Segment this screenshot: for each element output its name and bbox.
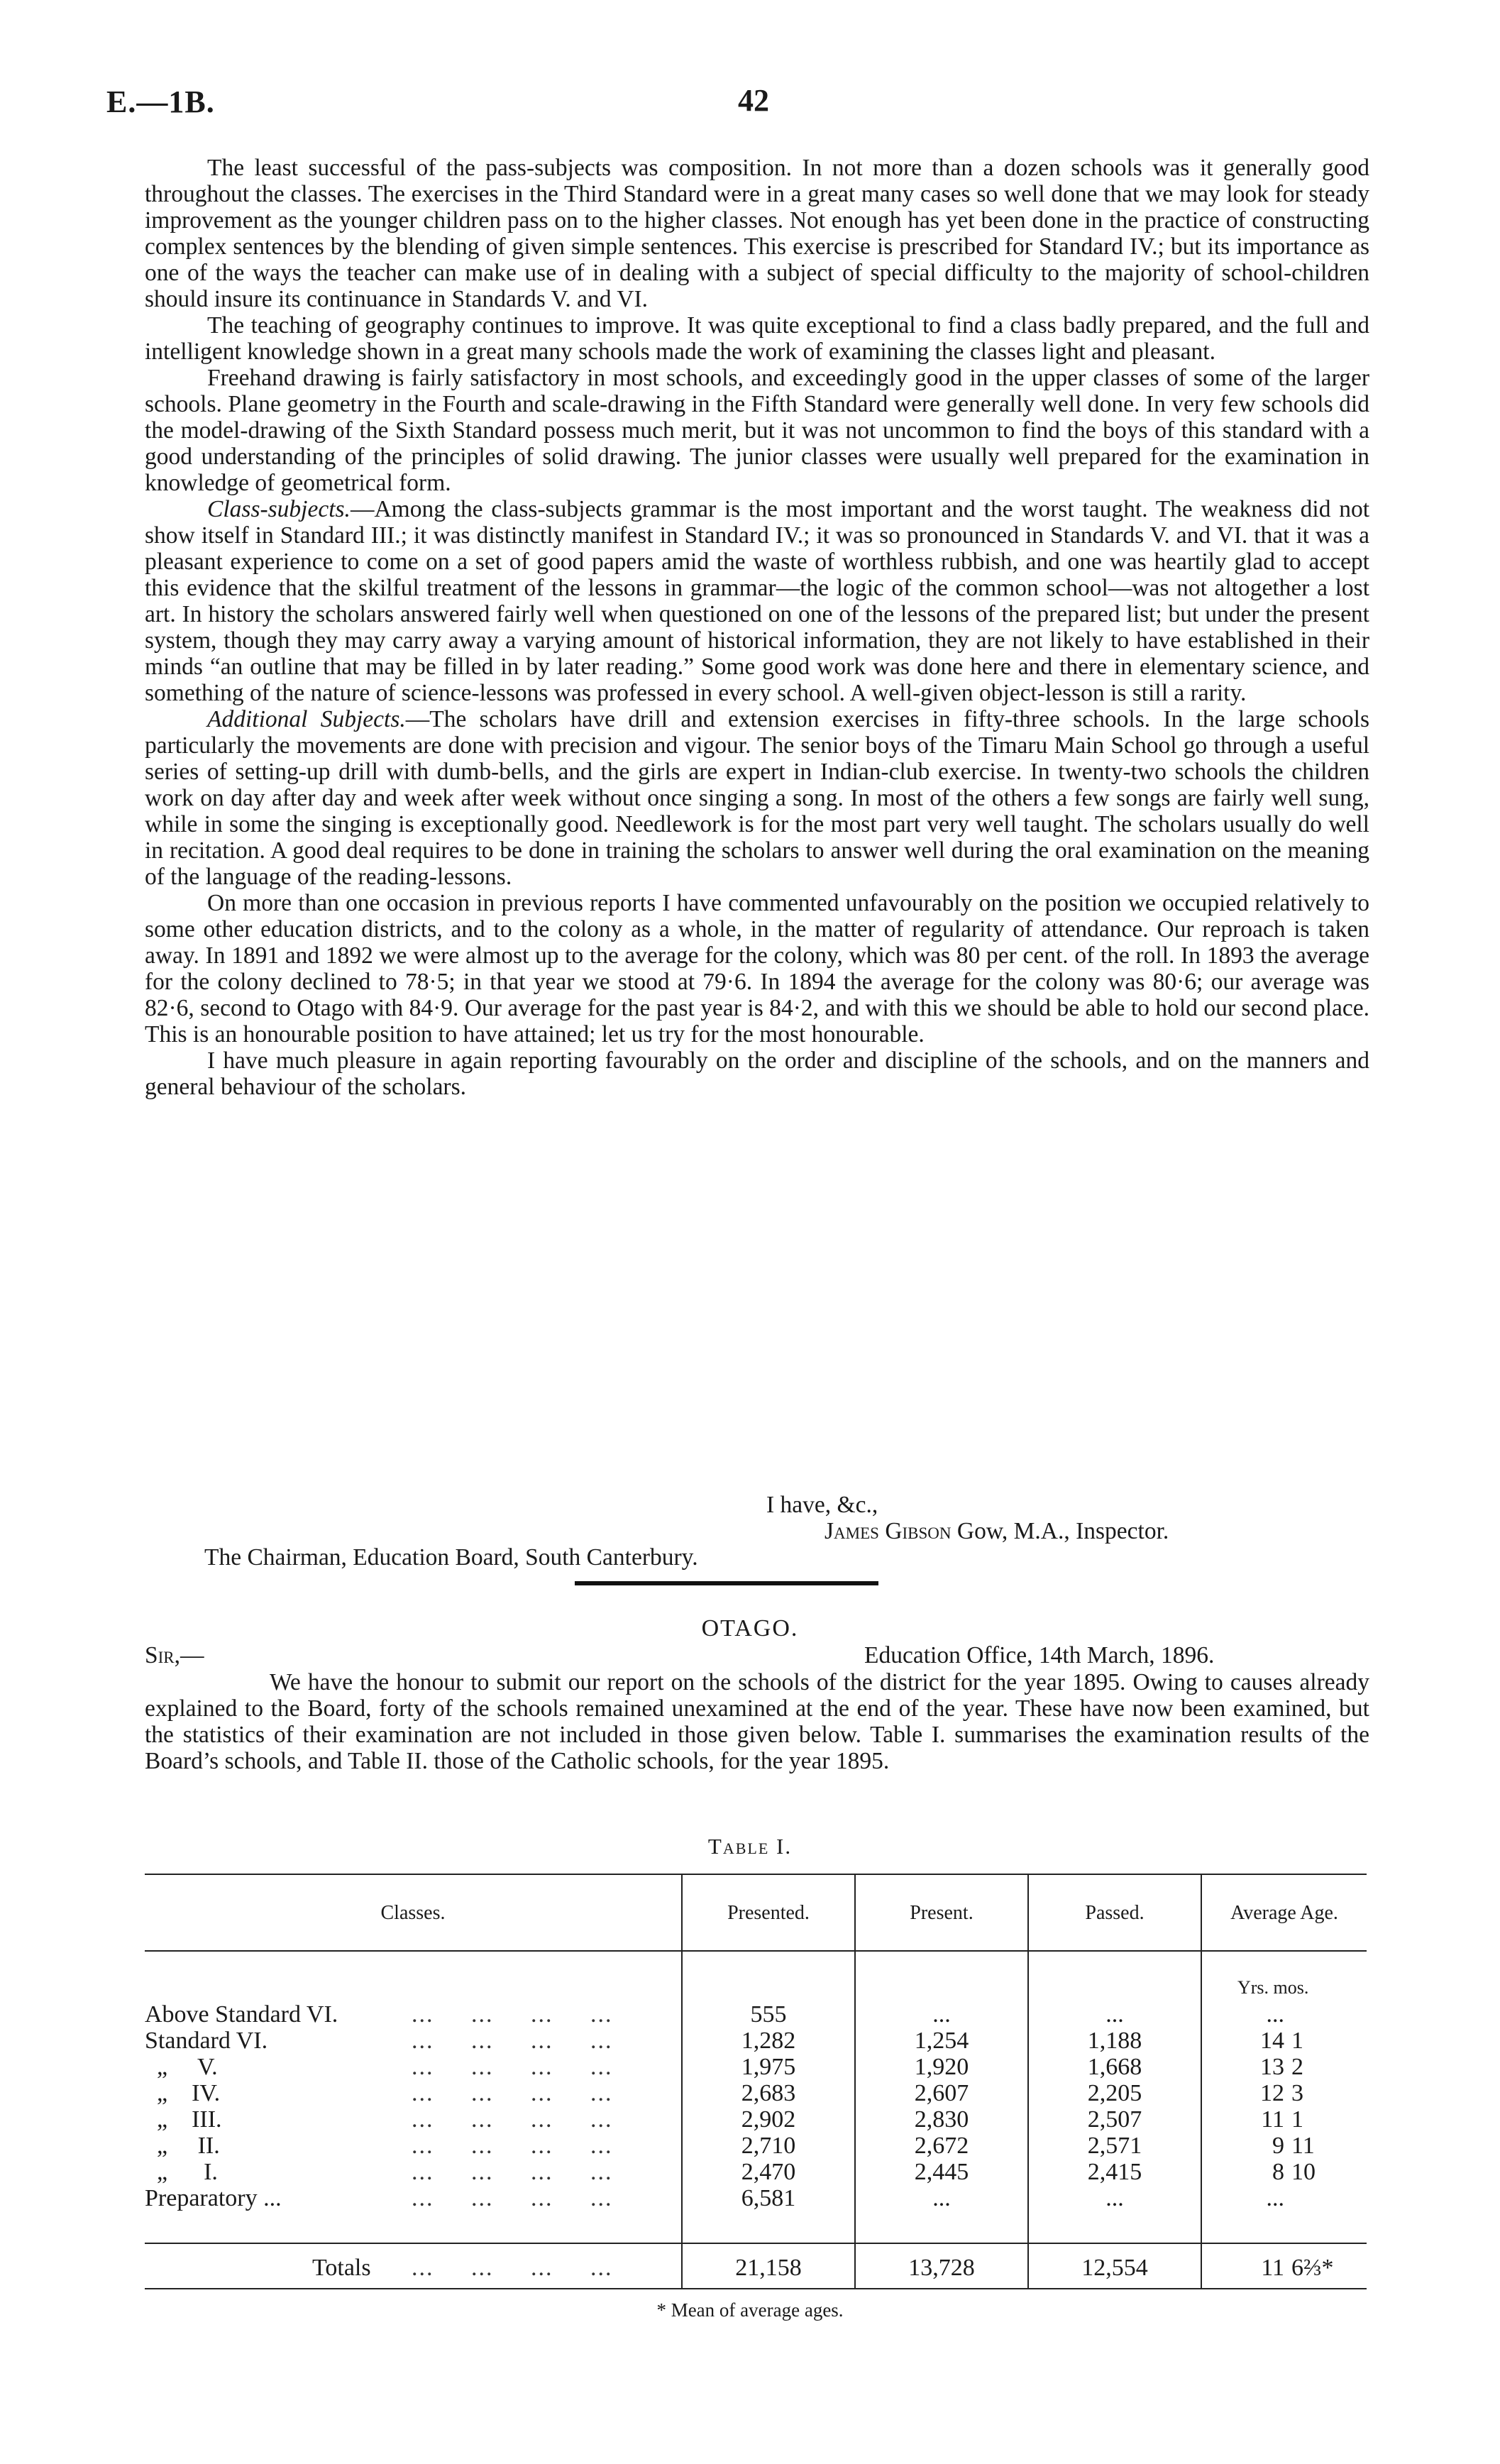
- paragraph-discipline: I have much pleasure in again reporting favourably on the order and discipline of the schools, and on the manners and general behaviour of the scholars.: [145, 1047, 1369, 1100]
- cell-passed: ...: [1105, 2185, 1124, 2211]
- cell-present: 1,254: [914, 2028, 969, 2054]
- cell-presented: 2,902: [741, 2106, 796, 2133]
- cell-years: ...: [1266, 2185, 1284, 2211]
- cell-present: ...: [932, 2185, 951, 2211]
- table-header-rule: [145, 1950, 1367, 1952]
- additional-subjects-heading: Additional Subjects.: [207, 706, 406, 732]
- header-present: Present.: [910, 1902, 974, 1924]
- cell-years: 11: [1261, 2255, 1284, 2281]
- paragraph-additional-subjects: [145, 706, 1369, 890]
- header-presented: Presented.: [727, 1902, 810, 1924]
- class-subjects-heading: Class-subjects.: [207, 496, 351, 522]
- cell-presented: 1,975: [741, 2054, 796, 2080]
- header-classes: Classes.: [380, 1902, 446, 1924]
- paragraph-composition: The least successful of the pass-subjects was composition. In not more than a dozen schools was it generally good throughout the classes. The exercises in the Third Standard were in a great many cases so well done that we may look for steady improvement as the younger children pass on to the higher classes. Not enough has yet been done in the practice of constructing complex sentences by the blending of given simple sentences. This exercise is prescribed for Standard IV.; but its importance as one of the ways the teacher can make use of in dealing with a subject of special difficulty to the majority of school-children should insure its continuance in Standards V. and VI.: [145, 155, 1369, 312]
- signatory-name: James Gibson: [825, 1518, 952, 1544]
- addressee: The Chairman, Education Board, South Canterbury.: [204, 1544, 698, 1571]
- cell-months: 10: [1291, 2159, 1316, 2185]
- paragraph-class-subjects: [145, 496, 1369, 706]
- report-south-canterbury: [145, 155, 1369, 1100]
- table-row: [145, 2133, 1367, 2158]
- signatory-title: Gow, M.A., Inspector.: [951, 1518, 1169, 1544]
- place-date: Education Office, 14th March, 1896.: [864, 1642, 1215, 1668]
- cell-passed: ...: [1105, 2001, 1124, 2028]
- cell-years: ...: [1266, 2001, 1284, 2028]
- additional-subjects-text: —The scholars have drill and extension exercises in fifty-three schools. In the large schools particularly the movements are done with precision and vigour. The senior boys of the Timaru Main School go through a useful series of setting-up drill with dumb-bells, and the girls are expert in Indian-club exercise. In twenty-two schools the children work on day after day and week after week without once singing a song. In most of the others a few songs are fairly well sung, while in some the singing is exceptionally good. Needlework is for the most part very well taught. The scholars usually do well in recitation. A good deal requires to be done in training the scholars to answer well during the oral examination on the meaning of the language of the reading-lessons.: [145, 706, 1369, 890]
- table-row: [145, 2080, 1367, 2106]
- cell-present: 1,920: [914, 2054, 969, 2080]
- cell-presented: 21,158: [735, 2255, 802, 2281]
- table-totals-rule: [145, 2243, 1367, 2244]
- cell-presented: 2,683: [741, 2080, 796, 2106]
- page-number: 42: [738, 83, 769, 118]
- cell-present: 2,830: [914, 2106, 969, 2133]
- cell-present: 2,445: [914, 2159, 969, 2185]
- table-bottom-rule: [145, 2288, 1367, 2289]
- leader-dots: ... ... ... ...: [412, 2133, 613, 2159]
- table-examination-results: [145, 1874, 1367, 2289]
- leader-dots: ... ... ... ...: [412, 2106, 613, 2133]
- cell-present: ...: [932, 2001, 951, 2028]
- cell-months: 2: [1291, 2054, 1303, 2080]
- cell-years: 14: [1260, 2028, 1284, 2054]
- row-label: „ III.: [145, 2106, 222, 2133]
- header-passed: Passed.: [1085, 1902, 1145, 1924]
- cell-years: 9: [1272, 2133, 1284, 2159]
- row-label: Above Standard VI.: [145, 2001, 338, 2028]
- cell-months: 1: [1291, 2106, 1303, 2133]
- table-row: [145, 2001, 1367, 2027]
- row-label: „ I.: [145, 2159, 218, 2185]
- table-footnote: * Mean of average ages.: [656, 2299, 844, 2321]
- totals-row: [145, 2255, 1367, 2280]
- table-row: [145, 2054, 1367, 2079]
- age-units: Yrs. mos.: [1237, 1977, 1309, 1998]
- cell-years: 8: [1272, 2159, 1284, 2185]
- table-row: [145, 2159, 1367, 2184]
- cell-presented: 6,581: [741, 2185, 796, 2211]
- row-label: Totals: [312, 2255, 371, 2281]
- document-code: E.—1B.: [106, 84, 215, 119]
- leader-dots: ... ... ... ...: [412, 2028, 613, 2054]
- table-caption: Table I.: [707, 1834, 793, 1859]
- table-top-rule: [145, 1874, 1367, 1875]
- paragraph-otago-intro: We have the honour to submit our report on the schools of the district for the year 1895. Owing to causes already explained to the Board, forty of the schools remained unexamined at the end of the year. These have now been examined, but the statistics of their examination are not included in those given below. Table I. summarises the examination results of the Board’s schools, and Table II. those of the Catholic schools, for the year 1895.: [145, 1669, 1369, 1774]
- row-label: „ IV.: [145, 2080, 221, 2106]
- cell-present: 13,728: [908, 2255, 975, 2281]
- row-label: „ II.: [145, 2133, 220, 2159]
- signatory: [825, 1518, 1169, 1545]
- cell-passed: 1,188: [1087, 2028, 1142, 2054]
- table-row: [145, 2185, 1367, 2211]
- signoff: I have, &c.,: [766, 1492, 878, 1518]
- cell-passed: 1,668: [1087, 2054, 1142, 2080]
- leader-dots: ... ... ... ...: [412, 2054, 613, 2080]
- paragraph-attendance: On more than one occasion in previous reports I have commented unfavourably on the position we occupied relatively to some other education districts, and to the colony as a whole, in the matter of regularity of attendance. Our reproach is taken away. In 1891 and 1892 we were almost up to the average for the colony, which was 80 per cent. of the roll. In 1893 the average for the colony declined to 78·5; in that year we stood at 79·6. In 1894 the average for the colony was 80·6; our average was 82·6, second to Otago with 84·9. Our average for the past year is 84·2, and with this we should be able to hold our second place. This is an honourable position to have attained; let us try for the most honourable.: [145, 890, 1369, 1047]
- leader-dots: ... ... ... ...: [412, 2255, 613, 2281]
- paragraph-drawing: Freehand drawing is fairly satisfactory in most schools, and exceedingly good in the upper classes of some of the larger schools. Plane geometry in the Fourth and scale-drawing in the Fifth Standard were generally well done. In very few schools did the model-drawing of the Sixth Standard possess much merit, but it was not uncommon to find the boys of this standard with a good understanding of the principles of solid drawing. The junior classes were usually well prepared for the examination in knowledge of geometrical form.: [145, 365, 1369, 496]
- table-row: [145, 2106, 1367, 2132]
- cell-passed: 12,554: [1081, 2255, 1148, 2281]
- cell-presented: 2,710: [741, 2133, 796, 2159]
- cell-passed: 2,507: [1087, 2106, 1142, 2133]
- leader-dots: ... ... ... ...: [412, 2080, 613, 2106]
- cell-passed: 2,571: [1087, 2133, 1142, 2159]
- cell-months: 6⅔*: [1291, 2255, 1334, 2281]
- cell-presented: 1,282: [741, 2028, 796, 2054]
- leader-dots: ... ... ... ...: [412, 2159, 613, 2185]
- report-otago: [145, 1669, 1369, 1774]
- row-label: Standard VI.: [145, 2028, 268, 2054]
- cell-present: 2,607: [914, 2080, 969, 2106]
- cell-months: 11: [1291, 2133, 1315, 2159]
- section-divider: [575, 1581, 878, 1585]
- row-label: „ V.: [145, 2054, 218, 2080]
- cell-presented: 555: [750, 2001, 787, 2028]
- cell-present: 2,672: [914, 2133, 969, 2159]
- cell-passed: 2,415: [1087, 2159, 1142, 2185]
- table-row: [145, 2028, 1367, 2053]
- cell-years: 13: [1260, 2054, 1284, 2080]
- header-average-age: Average Age.: [1230, 1902, 1338, 1924]
- cell-presented: 2,470: [741, 2159, 796, 2185]
- cell-years: 12: [1260, 2080, 1284, 2106]
- row-label: Preparatory ...: [145, 2185, 282, 2211]
- cell-years: 11: [1261, 2106, 1284, 2133]
- class-subjects-text: —Among the class-subjects grammar is the most important and the worst taught. The weakness did not show itself in Standard III.; it was distinctly manifest in Standard IV.; it was so pronounced in Standards V. and VI. that it was a pleasant experience to come on a set of good papers amid the waste of worthless rubbish, and one was heartily glad to accept this evidence that the skilful treatment of the lessons in grammar—the logic of the common school—was not altogether a lost art. In history the scholars answered fairly well when questioned on one of the lessons of the prepared list; but under the present system, though they may carry away a varying amount of historical information, they are not likely to have established in their minds “an outline that may be filled in by later reading.” Some good work was done here and there in elementary science, and something of the nature of science-lessons was professed in every school. A well-given object-lesson is still a rarity.: [145, 496, 1369, 706]
- section-title-otago: OTAGO.: [701, 1615, 799, 1641]
- cell-passed: 2,205: [1087, 2080, 1142, 2106]
- cell-months: 3: [1291, 2080, 1303, 2106]
- salutation: Sir,—: [145, 1642, 204, 1668]
- paragraph-geography: The teaching of geography continues to improve. It was quite exceptional to find a class badly prepared, and the full and intelligent knowledge shown in a great many schools made the work of examining the classes light and pleasant.: [145, 312, 1369, 365]
- cell-months: 1: [1291, 2028, 1303, 2054]
- leader-dots: ... ... ... ...: [412, 2001, 613, 2028]
- leader-dots: ... ... ... ...: [412, 2185, 613, 2211]
